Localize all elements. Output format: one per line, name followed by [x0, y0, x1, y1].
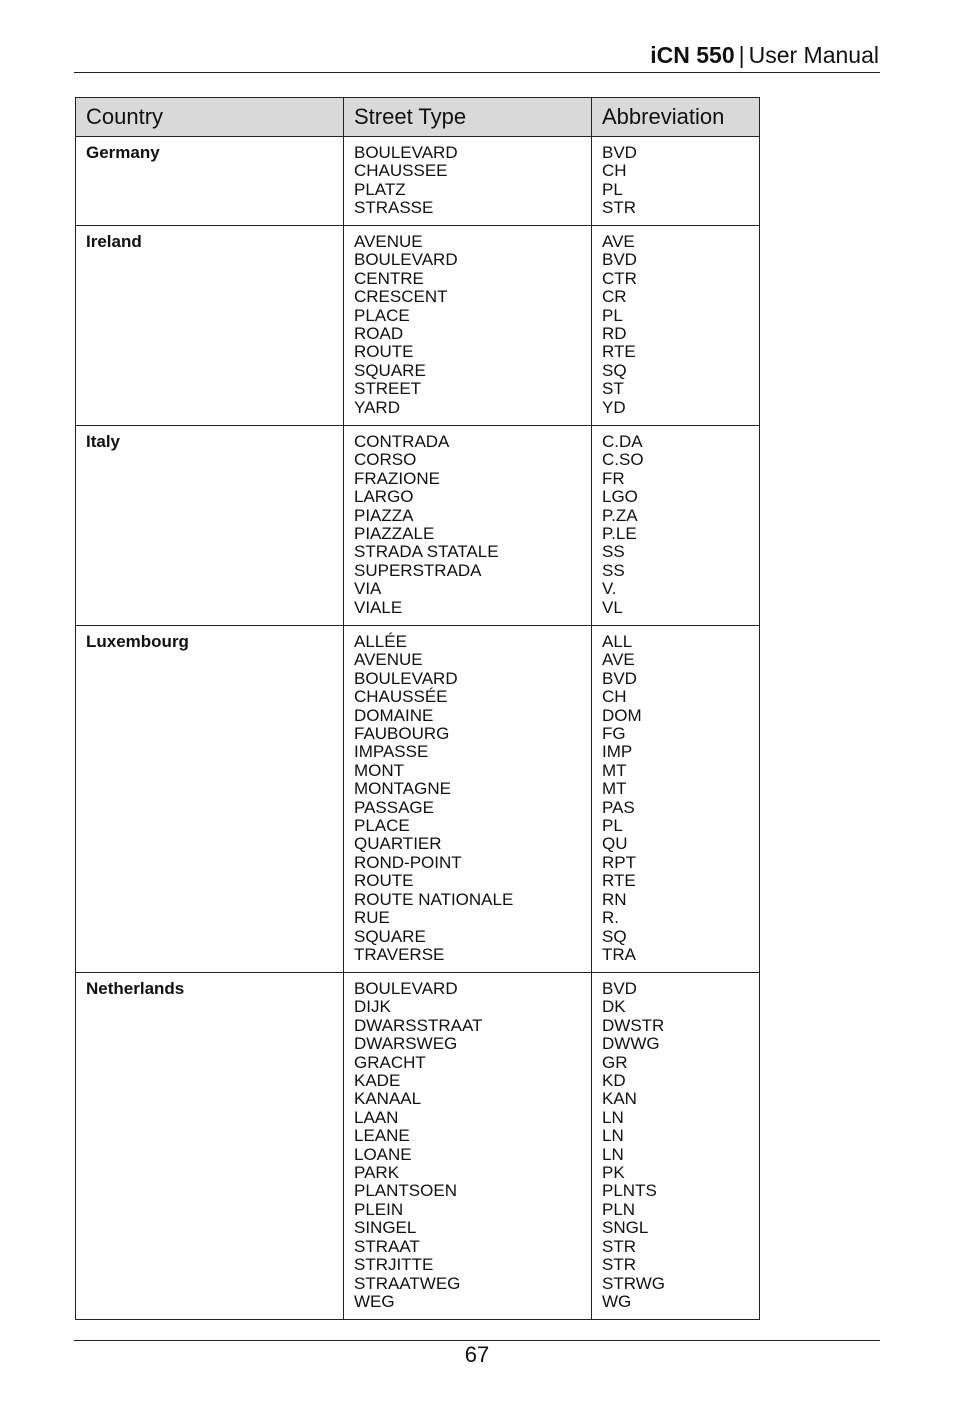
- street-type-cell: [344, 226, 592, 426]
- street-type-item: STRADA STATALE: [354, 542, 499, 562]
- street-type-item: PLATZ: [354, 179, 406, 199]
- product-name: iCN 550: [650, 42, 735, 68]
- street-type-item: SINGEL: [354, 1218, 417, 1238]
- abbreviation-cell: [592, 226, 760, 426]
- abbreviation-cell: [592, 137, 760, 226]
- country-cell: Netherlands: [76, 973, 344, 1320]
- street-type-item: MONT: [354, 760, 405, 780]
- country-cell: Luxembourg: [76, 626, 344, 973]
- abbreviation-item: DWWG: [602, 1034, 660, 1054]
- abbreviation-item: MT: [602, 760, 627, 780]
- table-row: [76, 426, 760, 626]
- abbreviation-item: FG: [602, 724, 626, 744]
- street-type-item: BOULEVARD: [354, 250, 458, 270]
- abbreviation-item: SS: [602, 560, 625, 580]
- street-type-item: IMPASSE: [354, 742, 429, 762]
- abbreviation-item: DK: [602, 997, 626, 1017]
- street-type-item: DWARSWEG: [354, 1034, 458, 1054]
- page-number: 67: [464, 1342, 490, 1367]
- abbreviation-item: DOM: [602, 705, 642, 725]
- abbreviation-item: STR: [602, 198, 636, 218]
- page-header: [650, 40, 879, 70]
- table-header-row: [76, 98, 760, 137]
- abbreviation-item: STRWG: [602, 1273, 665, 1293]
- abbreviation-item: TRA: [602, 944, 636, 964]
- street-type-item: VIALE: [354, 597, 403, 617]
- street-type-cell: [344, 626, 592, 973]
- street-type-item: ROAD: [354, 324, 404, 344]
- street-type-item: LARGO: [354, 487, 414, 507]
- street-type-item: GRACHT: [354, 1052, 426, 1072]
- street-type-item: STRASSE: [354, 198, 434, 218]
- abbreviation-item: MT: [602, 779, 627, 799]
- abbreviation-item: STR: [602, 1255, 636, 1275]
- abbreviation-item: PL: [602, 179, 623, 199]
- abbreviation-item: ALL: [602, 632, 633, 651]
- street-type-item: PARK: [354, 1163, 400, 1183]
- abbreviation-item: LN: [602, 1107, 624, 1127]
- abbreviation-item: PK: [602, 1163, 625, 1183]
- street-type-item: STREET: [354, 379, 422, 399]
- abbreviation-item: LN: [602, 1144, 624, 1164]
- street-type-item: ALLÉE: [354, 632, 407, 651]
- street-type-item: LEANE: [354, 1126, 410, 1146]
- street-type-item: PIAZZA: [354, 505, 414, 525]
- abbreviation-item: RN: [602, 889, 627, 909]
- abbreviation-item: CTR: [602, 268, 637, 288]
- street-type-item: MONTAGNE: [354, 779, 451, 799]
- abbreviation-item: LN: [602, 1126, 624, 1146]
- street-type-item: KANAAL: [354, 1089, 422, 1109]
- street-type-item: ROUTE: [354, 871, 414, 891]
- street-type-item: DWARSSTRAAT: [354, 1015, 483, 1035]
- abbreviation-cell: [592, 426, 760, 626]
- street-type-item: BOULEVARD: [354, 979, 458, 998]
- street-type-table: [75, 97, 760, 1320]
- abbreviation-item: QU: [602, 834, 628, 854]
- street-type-item: CONTRADA: [354, 432, 450, 451]
- abbreviation-item: FR: [602, 468, 625, 488]
- abbreviation-item: SQ: [602, 360, 627, 380]
- header-country: Country: [76, 98, 344, 137]
- street-type-item: CHAUSSEE: [354, 161, 448, 181]
- street-type-item: CENTRE: [354, 268, 424, 288]
- street-type-item: QUARTIER: [354, 834, 442, 854]
- country-cell: Italy: [76, 426, 344, 626]
- street-type-item: BOULEVARD: [354, 668, 458, 688]
- street-type-item: BOULEVARD: [354, 143, 458, 162]
- abbreviation-item: C.DA: [602, 432, 643, 451]
- street-type-item: ROUTE: [354, 342, 414, 362]
- abbreviation-item: RD: [602, 324, 627, 344]
- abbreviation-item: AVE: [602, 650, 635, 670]
- street-type-item: FRAZIONE: [354, 468, 440, 488]
- street-type-item: PIAZZALE: [354, 524, 435, 544]
- street-type-cell: [344, 973, 592, 1320]
- abbreviation-item: SNGL: [602, 1218, 649, 1238]
- abbreviation-item: V.: [602, 579, 617, 599]
- street-type-item: VIA: [354, 579, 382, 599]
- table-row: [76, 973, 760, 1320]
- header-rule: [74, 72, 880, 73]
- street-type-item: WEG: [354, 1291, 395, 1311]
- street-type-item: SQUARE: [354, 926, 426, 946]
- street-type-item: ROND-POINT: [354, 852, 462, 872]
- header-abbreviation: Abbreviation: [592, 98, 760, 137]
- street-type-item: CHAUSSÉE: [354, 687, 448, 707]
- abbreviation-item: PL: [602, 816, 623, 836]
- abbreviation-item: GR: [602, 1052, 628, 1072]
- header-separator: |: [738, 42, 745, 68]
- abbreviation-cell: [592, 626, 760, 973]
- street-type-item: PLACE: [354, 305, 410, 325]
- abbreviation-item: AVE: [602, 232, 635, 251]
- abbreviation-item: BVD: [602, 250, 637, 270]
- abbreviation-item: PAS: [602, 797, 635, 817]
- street-type-item: AVENUE: [354, 232, 423, 251]
- street-type-item: YARD: [354, 397, 400, 417]
- street-type-item: CORSO: [354, 450, 417, 470]
- street-type-item: ROUTE NATIONALE: [354, 889, 514, 909]
- street-type-item: PLEIN: [354, 1199, 404, 1219]
- abbreviation-item: P.ZA: [602, 505, 638, 525]
- abbreviation-item: PL: [602, 305, 623, 325]
- abbreviation-item: PLN: [602, 1199, 636, 1219]
- abbreviation-item: KAN: [602, 1089, 637, 1109]
- table-body: [76, 137, 760, 1320]
- abbreviation-item: DWSTR: [602, 1015, 665, 1035]
- abbreviation-item: VL: [602, 597, 623, 617]
- street-type-item: PASSAGE: [354, 797, 434, 817]
- street-type-item: PLACE: [354, 816, 410, 836]
- street-type-item: STRJITTE: [354, 1255, 434, 1275]
- abbreviation-item: RTE: [602, 342, 636, 362]
- abbreviation-item: CH: [602, 161, 627, 181]
- abbreviation-item: R.: [602, 908, 619, 928]
- header-street-type: Street Type: [344, 98, 592, 137]
- street-type-cell: [344, 137, 592, 226]
- abbreviation-item: KD: [602, 1071, 626, 1091]
- abbreviation-item: BVD: [602, 979, 637, 998]
- street-type-item: SQUARE: [354, 360, 426, 380]
- abbreviation-item: BVD: [602, 143, 637, 162]
- street-type-item: LAAN: [354, 1107, 399, 1127]
- street-type-item: AVENUE: [354, 650, 423, 670]
- abbreviation-item: BVD: [602, 668, 637, 688]
- street-type-item: KADE: [354, 1071, 401, 1091]
- abbreviation-item: SQ: [602, 926, 627, 946]
- street-type-item: LOANE: [354, 1144, 412, 1164]
- table-row: [76, 226, 760, 426]
- street-type-item: STRAAT: [354, 1236, 420, 1256]
- street-type-item: RUE: [354, 908, 390, 928]
- abbreviation-cell: [592, 973, 760, 1320]
- street-type-item: TRAVERSE: [354, 944, 445, 964]
- street-type-item: DOMAINE: [354, 705, 434, 725]
- abbreviation-item: STR: [602, 1236, 636, 1256]
- street-type-item: DIJK: [354, 997, 391, 1017]
- table-row: [76, 626, 760, 973]
- abbreviation-item: LGO: [602, 487, 638, 507]
- abbreviation-item: RPT: [602, 852, 636, 872]
- manual-title: User Manual: [748, 42, 879, 68]
- abbreviation-item: CH: [602, 687, 627, 707]
- street-type-item: FAUBOURG: [354, 724, 450, 744]
- abbreviation-item: IMP: [602, 742, 633, 762]
- footer-rule: [74, 1340, 880, 1341]
- street-type-item: PLANTSOEN: [354, 1181, 457, 1201]
- abbreviation-item: PLNTS: [602, 1181, 657, 1201]
- abbreviation-item: RTE: [602, 871, 636, 891]
- table-row: [76, 137, 760, 226]
- street-type-item: STRAATWEG: [354, 1273, 461, 1293]
- abbreviation-item: P.LE: [602, 524, 637, 544]
- abbreviation-item: WG: [602, 1291, 632, 1311]
- abbreviation-item: CR: [602, 287, 627, 307]
- country-cell: Germany: [76, 137, 344, 226]
- abbreviation-item: C.SO: [602, 450, 644, 470]
- country-cell: Ireland: [76, 226, 344, 426]
- abbreviation-item: YD: [602, 397, 626, 417]
- abbreviation-item: SS: [602, 542, 625, 562]
- street-type-item: CRESCENT: [354, 287, 448, 307]
- street-type-item: SUPERSTRADA: [354, 560, 482, 580]
- street-type-cell: [344, 426, 592, 626]
- abbreviation-item: ST: [602, 379, 624, 399]
